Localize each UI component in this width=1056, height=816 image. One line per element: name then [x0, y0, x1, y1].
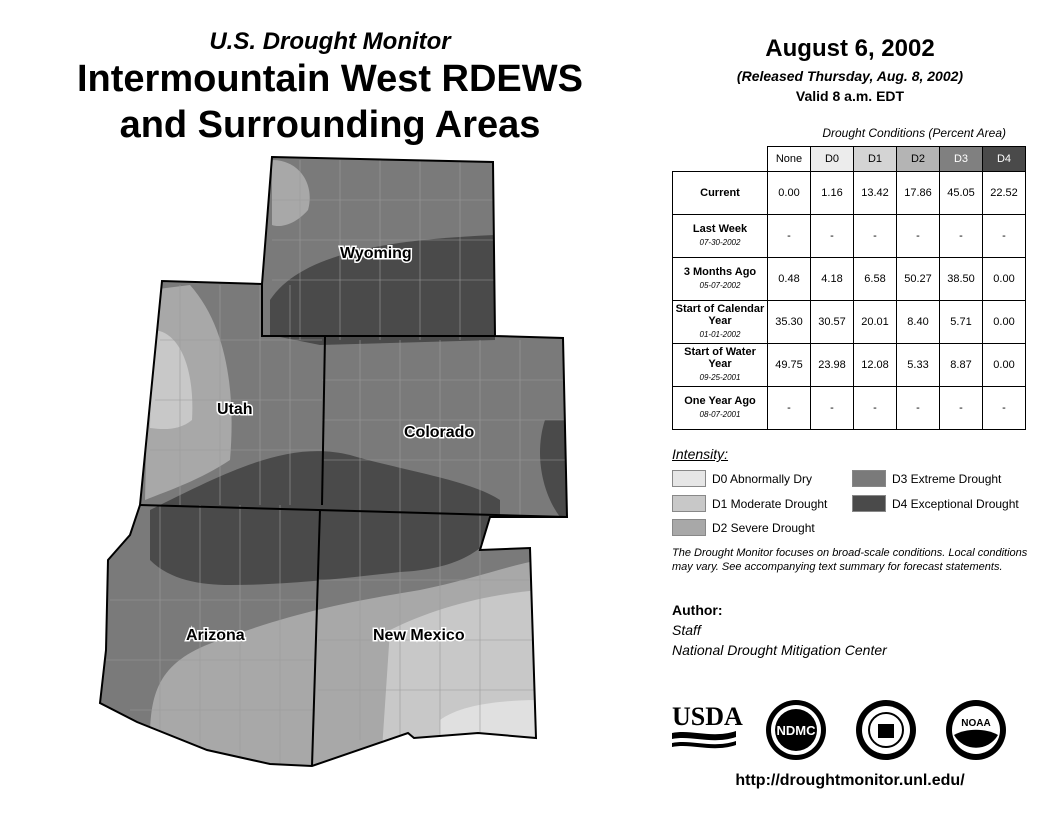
map-subtitle: U.S. Drought Monitor: [209, 28, 451, 55]
table-cell: 0.00: [983, 344, 1026, 387]
ndmc-logo: [766, 700, 826, 760]
row-date: 07-30-2002: [699, 238, 741, 247]
col-header-d3: D3: [940, 147, 983, 172]
state-label-new-mexico: New Mexico: [373, 627, 465, 644]
table-caption: Drought Conditions (Percent Area): [822, 126, 1006, 140]
usda-logo-text: USDA: [672, 702, 743, 731]
table-cell: -: [811, 215, 854, 258]
row-label: Start of Water Year 09-25-2001: [673, 344, 768, 387]
legend-item-d2: [672, 519, 815, 536]
state-label-utah: Utah: [217, 401, 253, 418]
date-title: August 6, 2002: [765, 35, 935, 62]
row-label: Current: [673, 172, 768, 215]
table-cell: 5.33: [897, 344, 940, 387]
table-cell: 30.57: [811, 301, 854, 344]
legend-item-d1: [672, 495, 827, 512]
legend-swatch-d2: [672, 519, 706, 536]
table-row: [673, 258, 1026, 301]
noaa-logo: [946, 700, 1006, 760]
legend-item-d0: [672, 470, 812, 487]
legend-label-d4: D4 Exceptional Drought: [892, 496, 1019, 511]
commerce-seal-logo: [856, 700, 916, 760]
row-label: Last Week 07-30-2002: [673, 215, 768, 258]
table-row: [673, 344, 1026, 387]
table-row: [673, 301, 1026, 344]
table-cell: 17.86: [897, 172, 940, 215]
table-cell: 0.00: [983, 301, 1026, 344]
author-block: [672, 600, 887, 660]
legend-swatch-d0: [672, 470, 706, 487]
table-cell: 0.00: [768, 172, 811, 215]
table-header-row: [673, 147, 1026, 172]
table-cell: 13.42: [854, 172, 897, 215]
legend-swatch-d4: [852, 495, 886, 512]
table-cell: 35.30: [768, 301, 811, 344]
col-header-d2: D2: [897, 147, 940, 172]
release-date: (Released Thursday, Aug. 8, 2002): [736, 68, 964, 84]
table-cell: 8.87: [940, 344, 983, 387]
author-org: National Drought Mitigation Center: [672, 642, 887, 658]
logo-row: [672, 695, 1028, 765]
state-label-arizona: Arizona: [186, 627, 245, 644]
table-cell: 0.00: [983, 258, 1026, 301]
row-label: One Year Ago 08-07-2001: [673, 387, 768, 430]
table-cell: -: [768, 215, 811, 258]
author-label: Author:: [672, 602, 723, 618]
state-label-wyoming: Wyoming: [340, 245, 412, 262]
row-date: 05-07-2002: [699, 281, 741, 290]
legend-label-d1: D1 Moderate Drought: [712, 496, 828, 511]
table-cell: -: [854, 215, 897, 258]
table-cell: 12.08: [854, 344, 897, 387]
legend-item-d4: [852, 495, 1019, 512]
table-cell: 4.18: [811, 258, 854, 301]
table-row: [673, 387, 1026, 430]
table-cell: 49.75: [768, 344, 811, 387]
ndmc-logo-text: NDMC: [776, 723, 816, 738]
row-label: Start of Calendar Year 01-01-2002: [673, 301, 768, 344]
col-header-d4: D4: [983, 147, 1026, 172]
row-date: 08-07-2001: [699, 410, 741, 419]
row-date: 09-25-2001: [699, 373, 741, 382]
table-cell: 8.40: [897, 301, 940, 344]
table-cell: -: [983, 387, 1026, 430]
table-cell: 38.50: [940, 258, 983, 301]
legend-title: Intensity:: [672, 446, 729, 462]
legend-label-d2: D2 Severe Drought: [712, 520, 815, 535]
table-cell: -: [811, 387, 854, 430]
date-block: [672, 32, 1028, 106]
table-cell: -: [940, 387, 983, 430]
usda-logo: [672, 702, 743, 748]
website-url[interactable]: http://droughtmonitor.unl.edu/: [735, 772, 965, 789]
legend-swatch-d3: [852, 470, 886, 487]
table-row: [673, 172, 1026, 215]
table-cell: -: [854, 387, 897, 430]
table-cell: 0.48: [768, 258, 811, 301]
table-cell: -: [940, 215, 983, 258]
col-header-d1: D1: [854, 147, 897, 172]
legend-item-d3: [852, 470, 1001, 487]
table-header-blank: [673, 147, 768, 172]
author-name: Staff: [672, 622, 701, 638]
table-cell: 6.58: [854, 258, 897, 301]
map-title-line-2: and Surrounding Areas: [119, 104, 541, 146]
drought-conditions-table: [672, 146, 1026, 430]
table-cell: -: [897, 387, 940, 430]
table-cell: 45.05: [940, 172, 983, 215]
row-date: 01-01-2002: [699, 330, 741, 339]
legend-label-d0: D0 Abnormally Dry: [712, 471, 813, 486]
table-row: [673, 215, 1026, 258]
col-header-d0: D0: [811, 147, 854, 172]
col-header-none: None: [768, 147, 811, 172]
table-cell: -: [983, 215, 1026, 258]
state-label-colorado: Colorado: [404, 424, 475, 441]
table-cell: 50.27: [897, 258, 940, 301]
noaa-logo-text: NOAA: [961, 718, 991, 729]
legend-label-d3: D3 Extreme Drought: [892, 471, 1002, 486]
disclaimer-note: The Drought Monitor focuses on broad-scale conditions. Local conditions may vary. See accompanying text summary for forecast statements.: [672, 547, 1028, 573]
drought-zones: [90, 150, 580, 780]
table-cell: -: [897, 215, 940, 258]
map-title-line-1: Intermountain West RDEWS: [77, 58, 583, 100]
table-cell: 22.52: [983, 172, 1026, 215]
row-label: 3 Months Ago 05-07-2002: [673, 258, 768, 301]
valid-time: Valid 8 a.m. EDT: [795, 88, 905, 104]
table-cell: 23.98: [811, 344, 854, 387]
table-cell: -: [768, 387, 811, 430]
legend-swatch-d1: [672, 495, 706, 512]
table-cell: 5.71: [940, 301, 983, 344]
table-cell: 1.16: [811, 172, 854, 215]
table-cell: 20.01: [854, 301, 897, 344]
